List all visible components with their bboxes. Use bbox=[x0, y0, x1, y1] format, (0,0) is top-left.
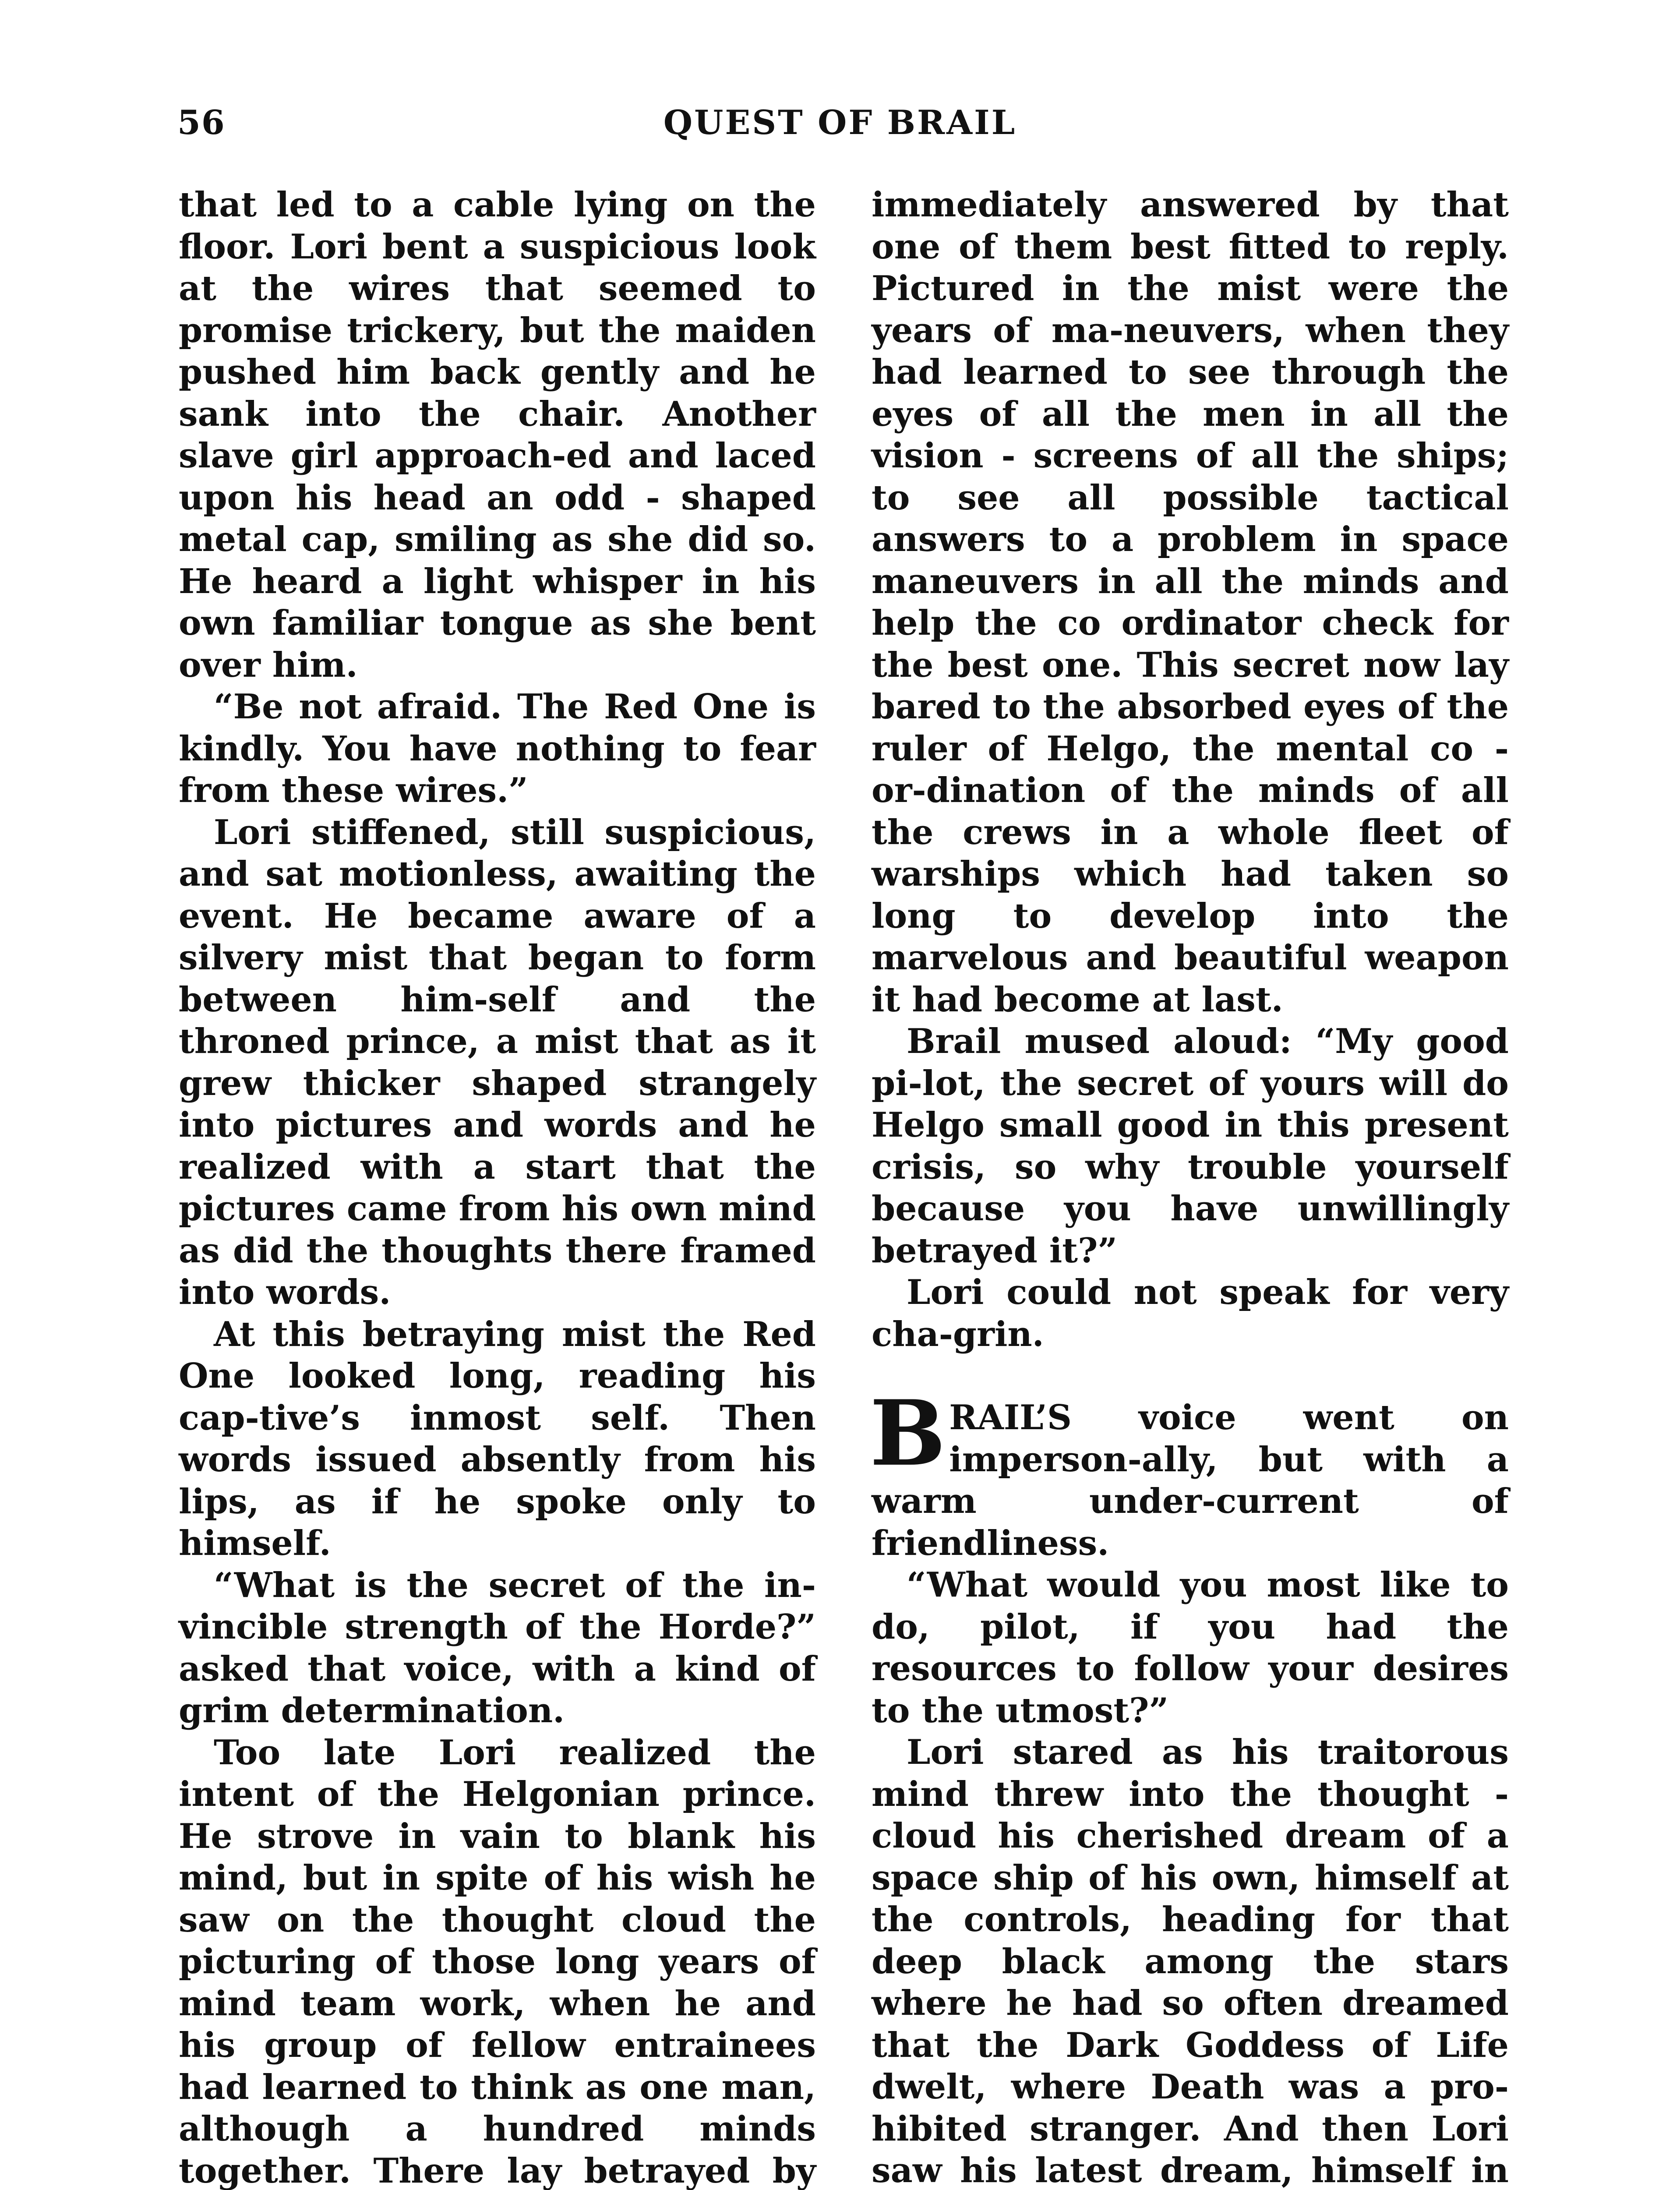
running-title: QUEST OF BRAIL bbox=[663, 103, 1017, 142]
paragraph: Too late Lori realized the intent of the Helgonian prince. He strove in vain to blank his mind, but in spite of his wish he saw on the thought cloud the picturing of those long years of mind team work, when he and his group of fellow entrainees had learned to think as one man, although a hundred minds together. There lay betrayed by bbox=[179, 1732, 816, 2190]
right-column bbox=[872, 184, 1509, 2190]
section-opening-text: RAIL’S voice went on imperson-ally, but with a warm under-current of friendliness. bbox=[872, 1398, 1509, 1563]
paragraph: that led to a cable lying on the floor. Lori bent a suspicious look at the wires that seemed to promise trickery, but the maiden pushed him back gently and he sank into the chair. Another slave girl approach-ed and laced upon his head an odd - shaped metal cap, smiling as she did so. He heard a light whisper in his own familiar tongue as she bent over him. bbox=[179, 185, 816, 685]
paragraph: “What would you most like to do, pilot, if you had the resources to follow your desires to the utmost?” bbox=[872, 1565, 1509, 1731]
paragraph: Lori stared as his traitorous mind threw into the thought - cloud his cherished dream of a space ship of his own, himself at the controls, heading for that deep black among the stars where he had so often dreamed that the Dark Goddess of Life dwelt, where Death was a pro-hibited stranger. And then Lori saw his latest dream, himself in bbox=[872, 1732, 1509, 2190]
paragraph: “Be not afraid. The Red One is kindly. You have nothing to fear from these wires.” bbox=[179, 687, 816, 810]
paragraph: Lori stiffened, still suspicious, and sat motionless, awaiting the event. He became aware of a silvery mist that began to form between him-self and the throned prince, a mist that as it grew thicker shaped strangely into pictures and words and he realized with a start that the pictures came from his own mind as did the thoughts there framed into words. bbox=[179, 812, 816, 1312]
left-column bbox=[179, 184, 816, 2190]
paragraph: Brail mused aloud: “My good pi-lot, the secret of yours will do Helgo small good in this present crisis, so why trouble yourself because you have unwillingly betrayed it?” bbox=[872, 1021, 1509, 1271]
section-opening-paragraph bbox=[870, 1381, 1509, 1564]
paragraph: At this betraying mist the Red One looked long, reading his cap-tive’s inmost self. Then words issued absently from his lips, as if he spoke only to himself. bbox=[179, 1314, 816, 1563]
page-number: 56 bbox=[177, 103, 226, 142]
paragraph: immediately answered by that one of them best fitted to reply. Pictured in the mist were the years of ma-neuvers, when they had learned to see through the eyes of all the men in all the vision - screens of all the ships; to see all possible tactical answers to a problem in space maneuvers in all the minds and help the co ordinator check for the best one. This secret now lay bared to the absorbed eyes of the ruler of Helgo, the mental co - or-dination of the minds of all the crews in a whole fleet of warships which had taken so long to develop into the marvelous and beautiful weapon it had become at last. bbox=[872, 185, 1509, 1020]
drop-cap: B bbox=[870, 1381, 946, 1486]
paragraph: “What is the secret of the in-vincible strength of the Horde?” asked that voice, with a kind of grim determination. bbox=[179, 1565, 816, 1731]
paragraph: Lori could not speak for very cha-grin. bbox=[872, 1272, 1509, 1354]
